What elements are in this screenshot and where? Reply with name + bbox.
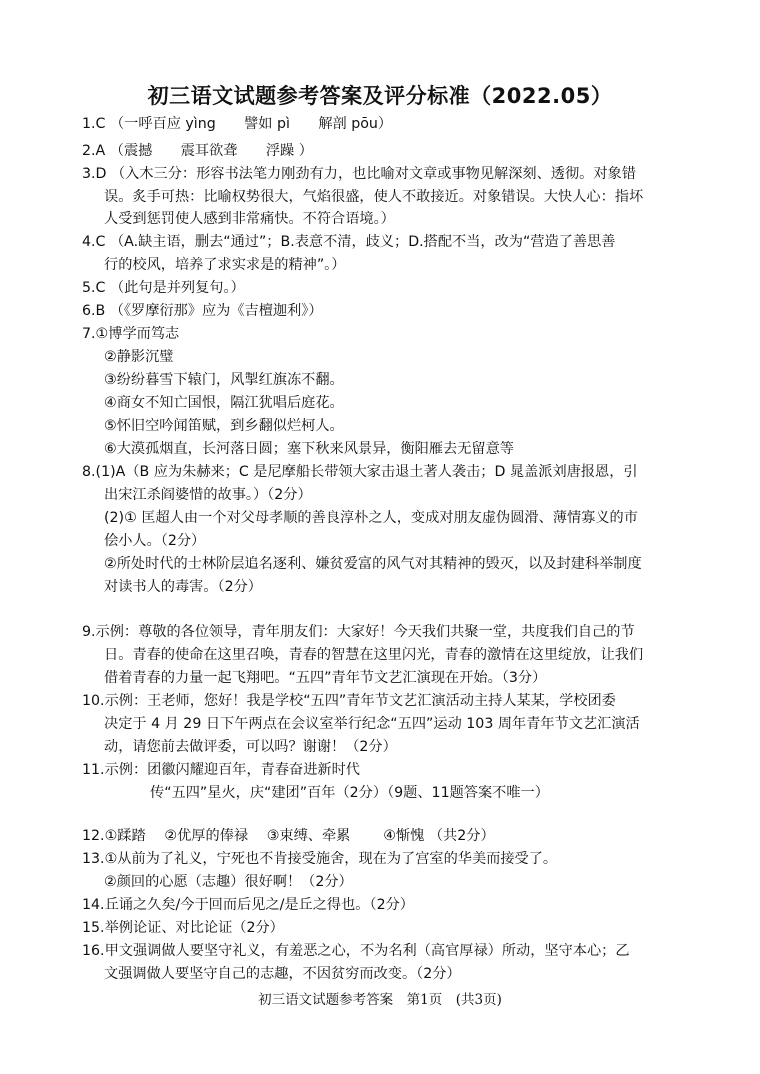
answer-10-line-3: 动，请您前去做评委，可以吗？谢谢！（2分） xyxy=(104,739,397,755)
answer-7-line-6: ⑥大漠孤烟直，长河落日圆；塞下秋来风景异，衡阳雁去无留意等 xyxy=(104,441,514,457)
answer-12: 12.①蹂踏 ②优厚的俸禄 ③束缚、牵累 ④惭愧 （共2分） xyxy=(82,828,495,844)
answer-9-line-3: 借着青春的力量一起飞翔吧。“五四”青年节文艺汇演现在开始。（3分） xyxy=(104,670,547,686)
answer-11-line-2: 传“五四”星火，庆“建团”百年（2分）（9题、11题答案不唯一） xyxy=(150,785,549,801)
answer-6: 6.B （《罗摩衍那》应为《吉檀迦利》） xyxy=(82,303,323,319)
answer-13-line-1: 13.①从前为了礼义，宁死也不肯接受施舍，现在为了宫室的华美而接受了。 xyxy=(82,851,558,867)
answer-9-line-2: 日。青春的使命在这里召唤，青春的智慧在这里闪光，青春的激情在这里绽放，让我们 xyxy=(104,647,644,663)
answer-3-line-2: 误。炙手可热：比喻权势很大，气焰很盛，使人不敢接近。对象错误。大快人心：指坏 xyxy=(104,189,644,205)
answer-8-line-2: 出宋江杀阎婆惜的故事。）（2分） xyxy=(104,487,312,503)
answer-8-line-6: 对读书人的毒害。（2分） xyxy=(104,579,262,595)
answer-7-line-3: ③纷纷暮雪下辕门，风掣红旗冻不翻。 xyxy=(104,372,344,388)
answer-14: 14.丘诵之久矣/今于回而后见之/是丘之得也。（2分） xyxy=(82,897,414,913)
answer-4-line-1: 4.C （A.缺主语，删去“通过”；B.表意不清，歧义；D.搭配不当，改为“营造了善思善 xyxy=(82,234,616,250)
answer-9-line-1: 9.示例：尊敬的各位领导，青年朋友们：大家好！今天我们共聚一堂，共度我们自己的节 xyxy=(82,624,635,640)
answer-16-line-2: 文强调做人要坚守自己的志趣，不因贫穷而改变。（2分） xyxy=(104,966,461,982)
page-footer: 初三语文试题参考答案 第1页 (共3页) xyxy=(258,992,502,1008)
answer-7-line-5: ⑤怀旧空吟闻笛赋，到乡翻似烂柯人。 xyxy=(104,418,344,434)
answer-10-line-2: 决定于 4 月 29 日下午两点在会议室举行纪念“五四”运动 103 周年青年节文艺汇演活 xyxy=(104,716,640,732)
answer-10-line-1: 10.示例：王老师，您好！我是学校“五四”青年节文艺汇演活动主持人某某，学校团委 xyxy=(82,693,616,709)
answer-8-line-1: 8.(1)A（B 应为朱赫来；C 是尼摩船长带领大家击退土著人袭击；D 晁盖派刘唐报恩，引 xyxy=(82,464,638,480)
page-title: 初三语文试题参考答案及评分标准（2022.05） xyxy=(147,84,613,108)
answer-16-line-1: 16.甲文强调做人要坚守礼义，有羞恶之心，不为名利（高官厚禄）所动，坚守本心；乙 xyxy=(82,943,630,959)
answer-1: 1.C （一呼百应 yìng 譬如 pì 解剖 pōu） xyxy=(82,116,393,132)
answer-3-line-3: 人受到惩罚使人感到非常痛快。不符合语境。） xyxy=(104,211,395,227)
answer-13-line-2: ②颜回的心愿（志趣）很好啊！（2分） xyxy=(104,874,353,890)
answer-8-line-5: ②所处时代的士林阶层追名逐利、嫌贫爱富的风气对其精神的毁灭，以及封建科举制度 xyxy=(104,556,642,572)
answer-2: 2.A （震撼 震耳欲聋 浮躁 ） xyxy=(82,143,313,159)
answer-3-line-1: 3.D （入木三分：形容书法笔力刚劲有力，也比喻对文章或事物见解深刻、透彻。对象错 xyxy=(82,166,636,182)
answer-8-line-3: (2)① 匡超人由一个对父母孝顺的善良淳朴之人，变成对朋友虚伪圆滑、薄情寡义的市 xyxy=(104,510,638,526)
answer-8-line-4: 侩小人。（2分） xyxy=(104,533,206,549)
answer-11-line-1: 11.示例：团徽闪耀迎百年，青春奋进新时代 xyxy=(82,762,360,778)
answer-15: 15.举例论证、对比论证（2分） xyxy=(82,920,284,936)
answer-4-line-2: 行的校风，培养了求实求是的精神”。） xyxy=(104,257,346,273)
answer-5: 5.C （此句是并列复句。） xyxy=(82,280,245,296)
answer-7-line-2: ②静影沉璧 xyxy=(104,349,174,365)
answer-7-line-1: 7.①博学而笃志 xyxy=(82,326,180,342)
answer-7-line-4: ④商女不知亡国恨，隔江犹唱后庭花。 xyxy=(104,395,344,411)
